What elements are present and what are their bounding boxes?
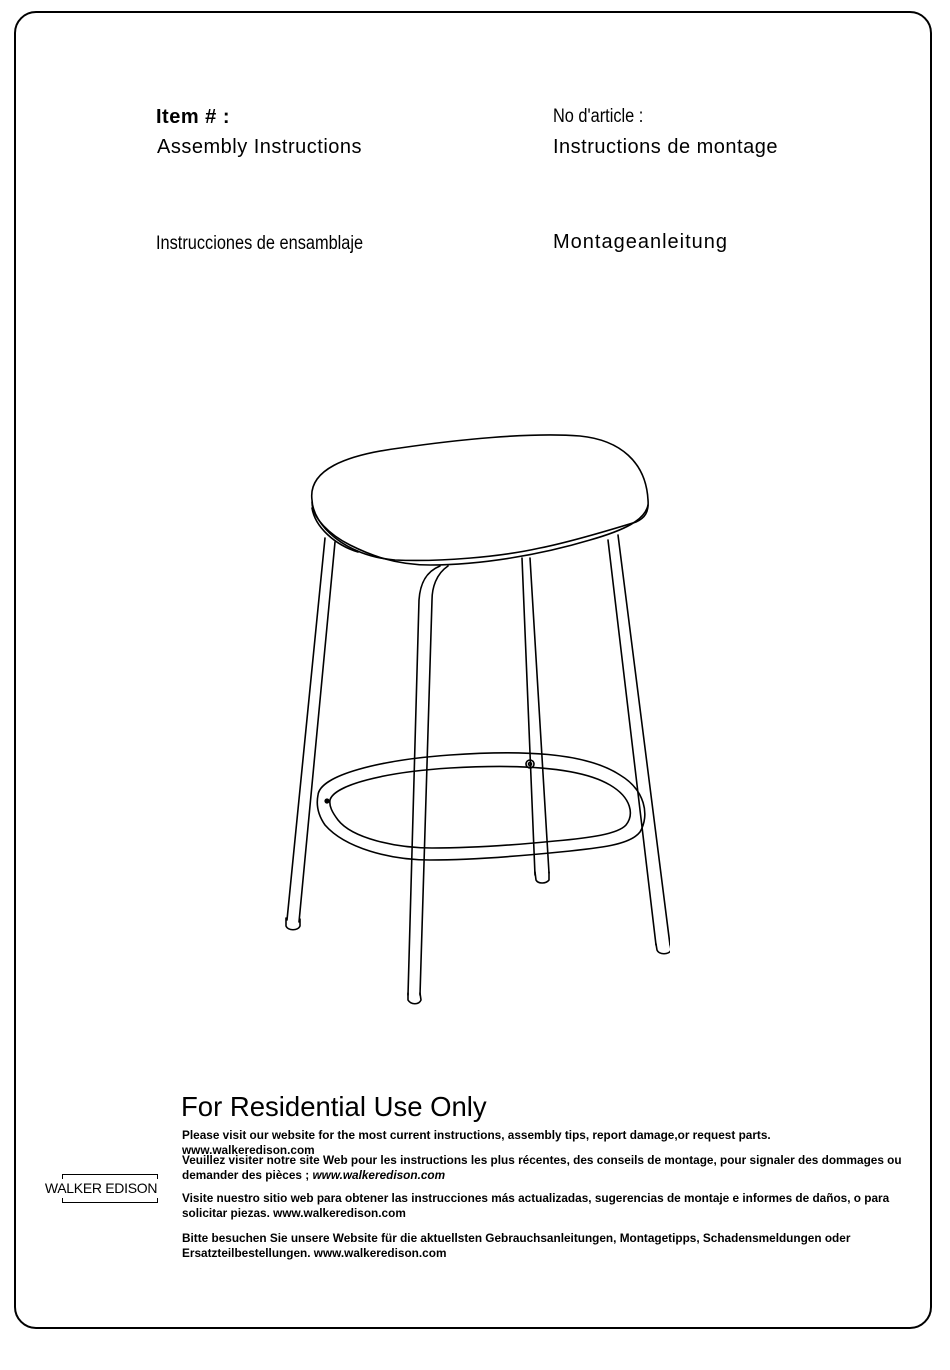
- website-link-fr[interactable]: www.walkeredison.com: [312, 1168, 446, 1182]
- assembly-instructions-en: Assembly Instructions: [157, 136, 363, 158]
- instructions-es-text: Visite nuestro sitio web para obtener las instrucciones más actualizadas, sugerencias de montaje e informes de daños, o para solicitar piezas.: [182, 1191, 890, 1220]
- assembly-instructions-es: Instrucciones de ensamblaje: [156, 233, 364, 254]
- stool-illustration: [270, 420, 670, 1020]
- logo-bracket-top: [62, 1174, 158, 1179]
- website-link-de[interactable]: www.walkeredison.com: [313, 1246, 447, 1260]
- walker-edison-logo: [40, 1170, 162, 1208]
- logo-bracket-bottom: [62, 1198, 158, 1203]
- website-link-es[interactable]: www.walkeredison.com: [273, 1206, 406, 1220]
- instructions-en-text: Please visit our website for the most current instructions, assembly tips, report damage,or request parts.: [182, 1128, 771, 1142]
- instructions-fr-text: Veuillez visiter notre site Web pour les instructions les plus récentes, des conseils de montage, pour signaler des dommages ou demander des pièces ;: [182, 1153, 902, 1182]
- logo-text: WALKER EDISON: [44, 1180, 158, 1196]
- assembly-instructions-fr: Instructions de montage: [553, 136, 778, 158]
- instructions-es: [182, 1191, 912, 1221]
- residential-use-title: For Residential Use Only: [181, 1091, 487, 1122]
- assembly-instructions-de: Montageanleitung: [553, 231, 729, 253]
- instructions-fr: [182, 1153, 912, 1183]
- item-number-fr: No d'article :: [553, 106, 644, 127]
- instructions-de: [182, 1231, 912, 1261]
- instructions-de-text: Bitte besuchen Sie unsere Website für die aktuellsten Gebrauchsanleitungen, Montagetipps, Schadensmeldungen oder Ersatzteilbestellungen.: [182, 1231, 851, 1260]
- website-link-en[interactable]: www.walkeredison.com: [182, 1143, 315, 1157]
- item-number-label: Item # :: [156, 106, 231, 128]
